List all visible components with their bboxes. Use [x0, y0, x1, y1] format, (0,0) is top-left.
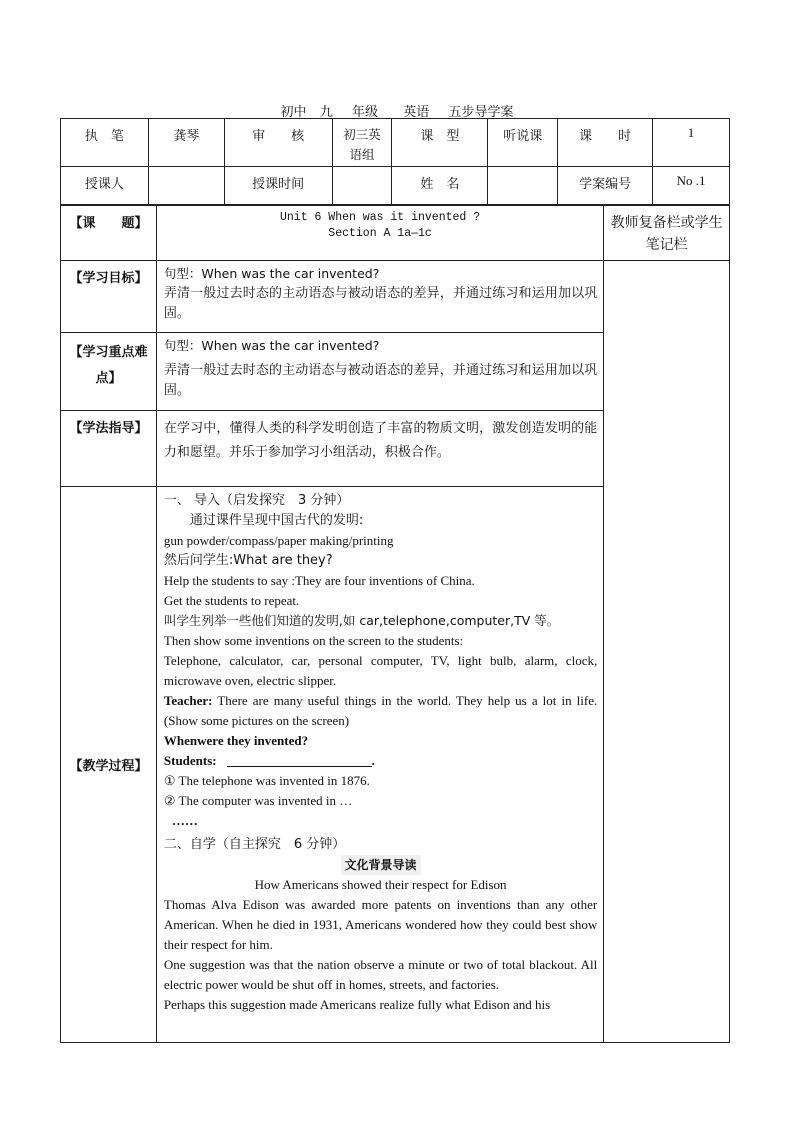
title-subject: 英语: [403, 104, 430, 119]
method-content: [156, 411, 603, 487]
objectives-content: [156, 261, 603, 333]
teacher-line: [164, 691, 597, 731]
s2-heading: 二、自学（自主探究 6 分钟）: [163, 837, 346, 852]
method-text: 在学习中，懂得人类的科学发明创造了丰富的物质文明，激发创造发明的能力和愿望。并乐于参加学习小组活动，积极合作。: [163, 421, 598, 460]
topic-section: Section A 1a—1c: [328, 227, 432, 240]
s1-items: gun powder/compass/paper making/printing: [163, 533, 394, 548]
header-r2-c6: [488, 167, 558, 205]
question: Whenwere they invented?: [163, 733, 309, 748]
s1-heading: 一、 导入（启发探究 3 分钟）: [163, 493, 350, 508]
header-r1-c6: 听说课: [488, 119, 558, 167]
title-name: 五步导学案: [448, 104, 514, 119]
keypoints-content: [156, 333, 603, 411]
s2-title: How Americans showed their respect for Edison: [254, 877, 507, 892]
example-1: ① The telephone was invented in 1876.: [163, 773, 370, 788]
topic-unit: Unit 6 When was it invented ?: [279, 211, 481, 224]
keypoints-label: 【学习重点难点】: [61, 333, 157, 411]
header-r2-c1: 授课人: [61, 167, 149, 205]
header-r1-c4: 初三英语组: [332, 119, 392, 167]
keypoints-desc: 弄清一般过去时态的主动语态与被动语态的差异，并通过练习和运用加以巩固。: [163, 363, 598, 398]
s2-paragraph-3: Perhaps this suggestion made Americans realize fully what Edison and his: [163, 997, 551, 1012]
main-table: [60, 205, 730, 1043]
header-r2-c7: 学案编号: [558, 167, 653, 205]
students-end: .: [371, 753, 375, 768]
notes-column: [604, 261, 730, 1043]
s2-paragraph-2: One suggestion was that the nation observe a minute or two of total blackout. All electric power would be shut off in homes, streets, and factories.: [163, 957, 598, 992]
header-r2-c8: No .1: [653, 167, 730, 205]
students-label: Students:: [163, 753, 217, 768]
ellipsis: ……: [171, 813, 198, 828]
header-r1-c7: 课 时: [558, 119, 653, 167]
s1-list: 叫学生列举一些他们知道的发明,如 car,telephone,computer,TV 等。: [163, 613, 560, 628]
s1-intro: 通过课件呈现中国古代的发明:: [189, 513, 364, 528]
header-r1-c2: 龚琴: [148, 119, 224, 167]
header-r2-c4: [332, 167, 392, 205]
header-r1-c1: 执 笔: [61, 119, 149, 167]
topic-content: [156, 206, 603, 261]
teacher-label: Teacher:: [163, 693, 213, 708]
example-2: ② The computer was invented in …: [163, 793, 353, 808]
header-r1-c5: 课 型: [392, 119, 488, 167]
header-r2-c5: 姓 名: [392, 167, 488, 205]
s2-stamp: 文化背景导读: [341, 855, 421, 875]
title-grade-b: 九: [319, 104, 333, 119]
objectives-sentence: 句型：When was the car invented?: [163, 266, 380, 281]
s1-ask: 然后问学生:What are they?: [163, 553, 333, 568]
objectives-label: 【学习目标】: [61, 261, 157, 333]
s2-stamp-row: [164, 855, 597, 875]
process-label: 【教学过程】: [61, 487, 157, 1043]
header-r1-c3: 审 核: [224, 119, 332, 167]
s1-show: Then show some inventions on the screen to the students:: [163, 633, 464, 648]
header-table: [60, 118, 730, 205]
process-content: [156, 487, 603, 1043]
title-grade-a: 初中: [280, 104, 307, 119]
header-r2-c3: 授课时间: [224, 167, 332, 205]
s1-inventions: Telephone, calculator, car, personal computer, TV, light bulb, alarm, clock, microwave oven, electric slipper.: [163, 653, 598, 688]
title-grade-c: 年级: [351, 104, 378, 119]
header-r2-c2: [148, 167, 224, 205]
s1-help: Help the students to say :They are four inventions of China.: [163, 573, 475, 588]
keypoints-sentence: 句型：When was the car invented?: [163, 338, 380, 353]
s1-repeat: Get the students to repeat.: [163, 593, 300, 608]
objectives-desc: 弄清一般过去时态的主动语态与被动语态的差异，并通过练习和运用加以巩固。: [163, 286, 598, 321]
students-blank: [227, 753, 372, 767]
header-r1-c8: 1: [653, 119, 730, 167]
notes-column-header: 教师复备栏或学生笔记栏: [604, 206, 730, 261]
topic-label: 【课 题】: [61, 206, 157, 261]
students-line: [164, 751, 597, 771]
method-label: 【学法指导】: [61, 411, 157, 487]
s2-paragraph-1: Thomas Alva Edison was awarded more patents on inventions than any other American. When he died in 1931, Americans wondered how they could best show their respect for him.: [163, 897, 598, 952]
teacher-text: There are many useful things in the world. They help us a lot in life. (Show some pictures on the screen): [163, 693, 598, 728]
